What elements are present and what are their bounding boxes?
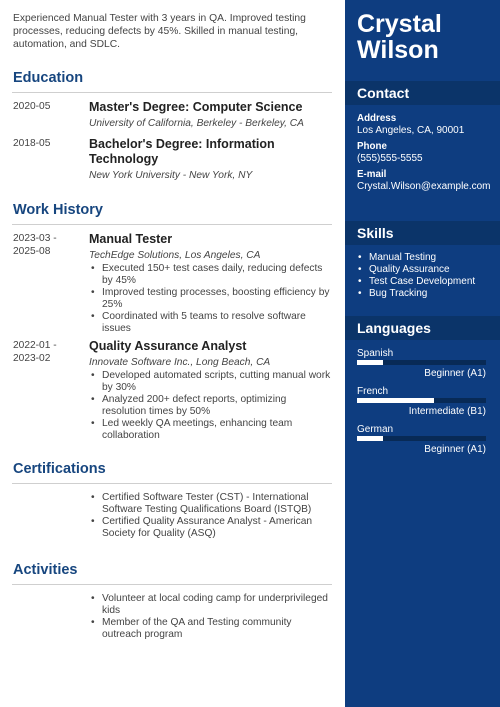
activity-item: • Volunteer at local coding camp for underprivileged kids xyxy=(89,593,333,617)
entry-content xyxy=(89,137,333,182)
language-entry xyxy=(357,386,486,418)
email-value[interactable]: Crystal.Wilson@example.com xyxy=(357,181,491,192)
section-title-certifications: Certifications xyxy=(13,461,106,477)
language-proficiency-bar xyxy=(357,436,486,441)
languages-header-bar xyxy=(345,316,500,340)
language-proficiency-fill xyxy=(357,360,383,365)
language-entry xyxy=(357,348,486,380)
entry-date: 2018-05 xyxy=(13,138,51,149)
job-bullets xyxy=(89,370,333,442)
entry-content xyxy=(89,592,333,641)
job-bullet: • Analyzed 200+ defect reports, optimizing resolution times by 50% xyxy=(89,394,333,418)
contact-header-bar xyxy=(345,81,500,105)
job-bullet: • Improved testing processes, boosting efficiency by 25% xyxy=(89,287,333,311)
entry-date: 2020-05 xyxy=(13,101,51,112)
company-name: Innovate Software Inc., Long Beach, CA xyxy=(89,357,271,368)
entry-date: 2023-03 - 2025-08 xyxy=(13,233,57,257)
language-proficiency-fill xyxy=(357,398,434,403)
candidate-name xyxy=(357,11,442,63)
skill-item: • Test Case Development xyxy=(357,276,497,288)
sidebar xyxy=(345,0,500,707)
phone-label: Phone xyxy=(357,141,387,152)
certification-item: • Certified Quality Assurance Analyst - American Society for Quality (ASQ) xyxy=(89,516,333,540)
section-divider xyxy=(12,584,332,585)
address-label: Address xyxy=(357,113,397,124)
section-title-activities: Activities xyxy=(13,562,78,578)
job-bullets xyxy=(89,263,333,335)
degree-title: Bachelor's Degree: Information Technology xyxy=(89,137,275,166)
school-name: New York University - New York, NY xyxy=(89,170,253,181)
entry-content xyxy=(89,232,333,335)
school-name: University of California, Berkeley - Berkeley, CA xyxy=(89,118,304,129)
language-proficiency-fill xyxy=(357,436,383,441)
entry-content xyxy=(89,339,333,442)
section-divider xyxy=(12,224,332,225)
job-bullet: • Led weekly QA meetings, enhancing team collaboration xyxy=(89,418,333,442)
section-divider xyxy=(12,483,332,484)
section-title-education: Education xyxy=(13,70,84,86)
entry-content xyxy=(89,100,333,130)
activity-item: • Member of the QA and Testing community outreach program xyxy=(89,617,333,641)
language-entry xyxy=(357,424,486,456)
job-bullet: • Executed 150+ test cases daily, reducing defects by 45% xyxy=(89,263,333,287)
languages-title: Languages xyxy=(357,320,431,336)
entry-date: 2022-01 - 2023-02 xyxy=(13,340,57,364)
company-name: TechEdge Solutions, Los Angeles, CA xyxy=(89,250,261,261)
job-bullet: • Coordinated with 5 teams to resolve software issues xyxy=(89,311,333,335)
language-proficiency-bar xyxy=(357,360,486,365)
language-level: Intermediate (B1) xyxy=(408,406,486,417)
language-proficiency-bar xyxy=(357,398,486,403)
language-level: Beginner (A1) xyxy=(424,444,486,455)
activity-bullets xyxy=(89,593,333,641)
language-name: German xyxy=(357,424,394,435)
skills-header-bar xyxy=(345,221,500,245)
last-name: Wilson xyxy=(357,36,439,64)
language-name: French xyxy=(357,386,389,397)
skill-item: • Quality Assurance xyxy=(357,264,497,276)
certification-item: • Certified Software Tester (CST) - International Software Testing Qualifications Board (ISTQB) xyxy=(89,492,333,516)
phone-value: (555)555-5555 xyxy=(357,153,423,164)
degree-title: Master's Degree: Computer Science xyxy=(89,100,303,114)
summary-text: Experienced Manual Tester with 3 years in QA. Improved testing processes, reducing defects by 45%. Skilled in manual testing, automation, and SDLC. xyxy=(13,13,306,50)
address-value: Los Angeles, CA, 90001 xyxy=(357,125,465,136)
skills-list xyxy=(357,252,497,300)
job-title: Quality Assurance Analyst xyxy=(89,339,247,353)
entry-content xyxy=(89,491,333,540)
section-title-work-history: Work History xyxy=(13,202,103,218)
job-title: Manual Tester xyxy=(89,232,173,246)
contact-title: Contact xyxy=(357,85,410,101)
section-divider xyxy=(12,92,332,93)
skill-item: • Manual Testing xyxy=(357,252,497,264)
job-bullet: • Developed automated scripts, cutting manual work by 30% xyxy=(89,370,333,394)
language-name: Spanish xyxy=(357,348,394,359)
email-label: E-mail xyxy=(357,169,387,180)
certification-bullets xyxy=(89,492,333,540)
language-level: Beginner (A1) xyxy=(424,368,486,379)
skill-item: • Bug Tracking xyxy=(357,288,497,300)
skills-title: Skills xyxy=(357,225,394,241)
first-name: Crystal xyxy=(357,10,442,38)
